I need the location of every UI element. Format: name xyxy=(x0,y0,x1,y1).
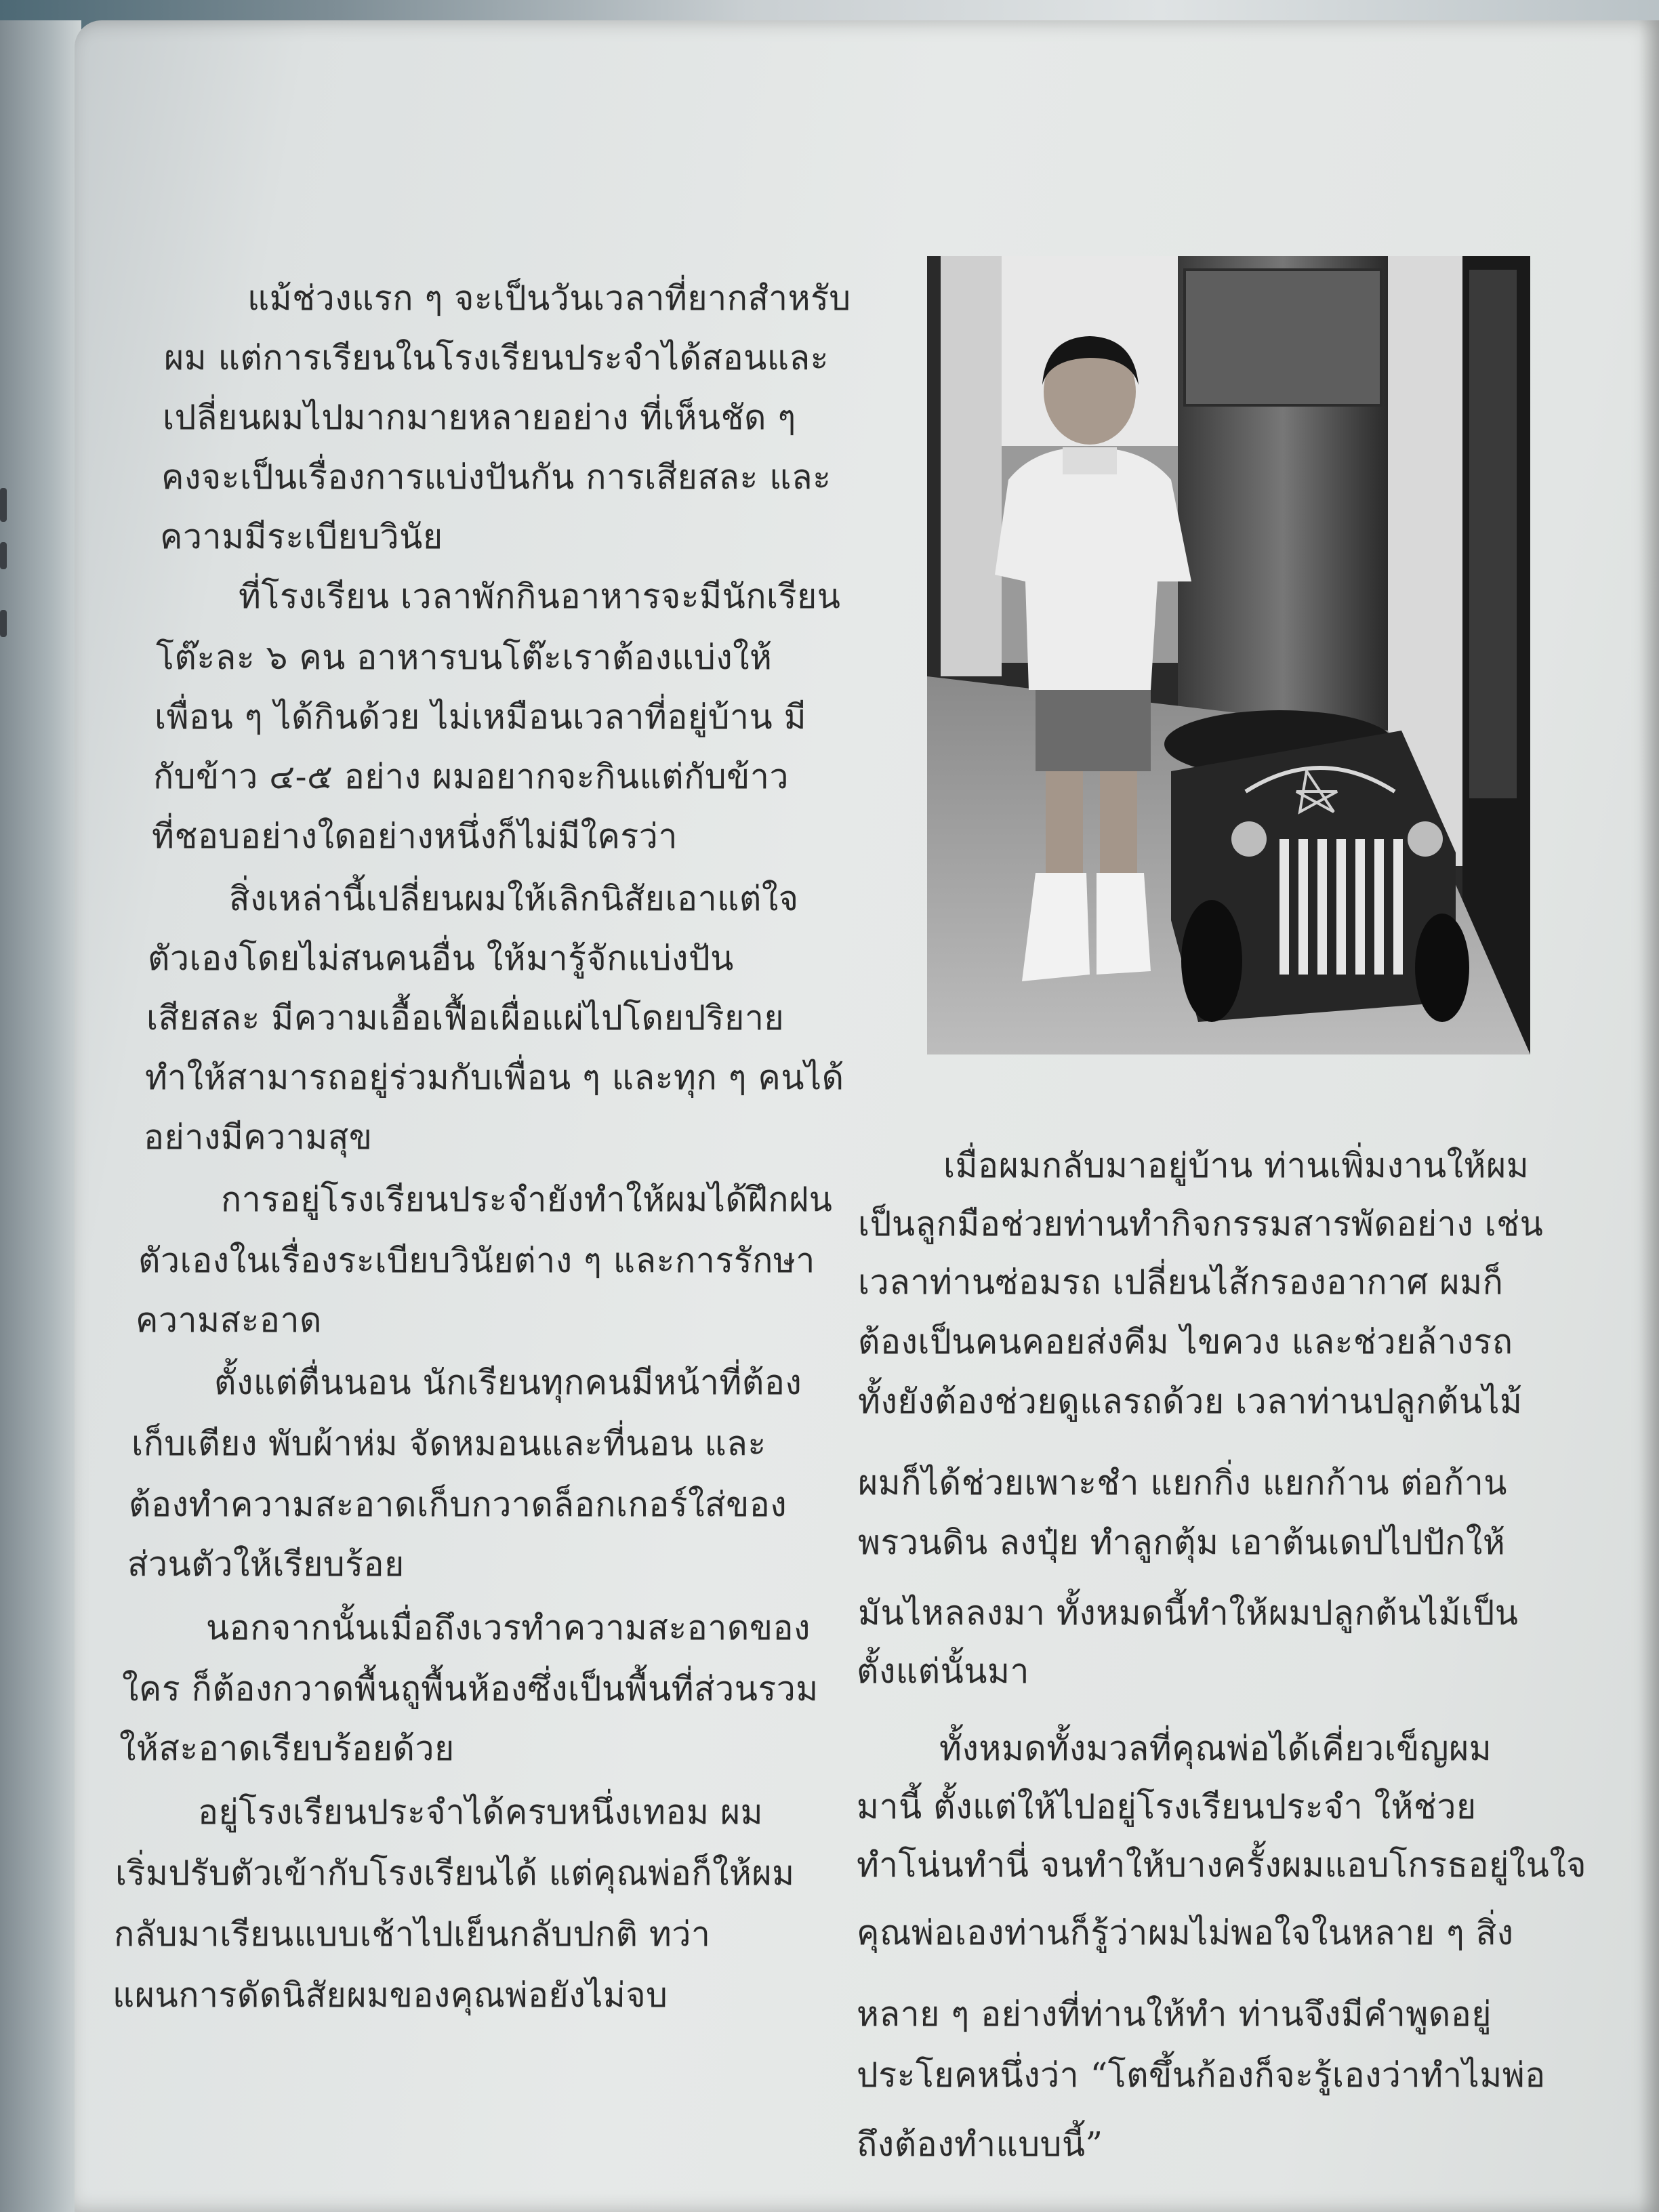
text-line: เป็นลูกมือช่วยท่านทำกิจกรรมสารพัดอย่าง เช่น xyxy=(858,1204,1544,1244)
text-line: ที่โรงเรียน เวลาพักกินอาหารจะมีนักเรียน xyxy=(239,577,841,616)
edge-text-mark xyxy=(0,542,7,569)
text-line: ผม แต่การเรียนในโรงเรียนประจำได้สอนและ xyxy=(164,338,830,377)
text-line: ทำโน่นทำนี่ จนทำให้บางครั้งผมแอบโกรธอยู่ในใจ xyxy=(857,1845,1587,1885)
text-line: ทำให้สามารถอยู่ร่วมกับเพื่อน ๆ และทุก ๆ คนได้ xyxy=(145,1058,844,1097)
text-line: ทั้งยังต้องช่วยดูแลรถด้วย เวลาท่านปลูกต้นไม้ xyxy=(858,1382,1523,1421)
previous-page-edge xyxy=(0,20,81,2212)
text-line: เพื่อน ๆ ได้กินด้วย ไม่เหมือนเวลาที่อยู่บ้าน มี xyxy=(155,697,807,737)
text-line: ที่ชอบอย่างใดอย่างหนึ่งก็ไม่มีใครว่า xyxy=(152,817,678,856)
text-line: มันไหลลงมา ทั้งหมดนี้ทำให้ผมปลูกต้นไม้เป็น xyxy=(858,1593,1519,1633)
text-line: ผมก็ได้ช่วยเพาะชำ แยกกิ่ง แยกก้าน ต่อก้าน xyxy=(858,1463,1507,1502)
text-line: สิ่งเหล่านี้เปลี่ยนผมให้เลิกนิสัยเอาแต่ใจ xyxy=(229,879,799,918)
text-line: ให้สะอาดเรียบร้อยด้วย xyxy=(119,1729,455,1768)
text-line: ใคร ก็ต้องกวาดพื้นถูพื้นห้องซึ่งเป็นพื้นที่ส่วนรวม xyxy=(122,1669,819,1708)
text-line: เมื่อผมกลับมาอยู่บ้าน ท่านเพิ่มงานให้ผม xyxy=(943,1146,1530,1185)
page-shadow xyxy=(1639,20,1659,2212)
text-line: กลับมาเรียนแบบเช้าไปเย็นกลับปกติ ทว่า xyxy=(114,1914,711,1954)
text-line: ส่วนตัวให้เรียบร้อย xyxy=(127,1544,405,1584)
text-line: ตั้งแต่ตื่นนอน นักเรียนทุกคนมีหน้าที่ต้อง xyxy=(214,1363,802,1402)
text-line: ถึงต้องทำแบบนี้” xyxy=(857,2125,1103,2164)
text-line: แม้ช่วงแรก ๆ จะเป็นวันเวลาที่ยากสำหรับ xyxy=(247,279,851,318)
text-line: ตั้งแต่นั้นมา xyxy=(857,1652,1029,1691)
text-line: เสียสละ มีความเอื้อเฟื้อเผื่อแผ่ไปโดยปริยาย xyxy=(146,998,785,1038)
text-line: นอกจากนั้นเมื่อถึงเวรทำความสะอาดของ xyxy=(206,1608,811,1647)
text-line: เวลาท่านซ่อมรถ เปลี่ยนไส้กรองอากาศ ผมก็ xyxy=(858,1263,1504,1302)
text-line: ความสะอาด xyxy=(136,1300,323,1340)
text-line: ความมีระเบียบวินัย xyxy=(160,517,443,556)
text-line: ประโยคหนึ่งว่า “โตขึ้นก้องก็จะรู้เองว่าทำไมพ่อ xyxy=(857,2055,1546,2095)
text-line: เริ่มปรับตัวเข้ากับโรงเรียนได้ แต่คุณพ่อก็ให้ผม xyxy=(115,1853,795,1893)
boy-with-toy-jeep-photo xyxy=(927,256,1530,1054)
text-line: มานี้ ตั้งแต่ให้ไปอยู่โรงเรียนประจำ ให้ช่วย xyxy=(857,1787,1477,1826)
text-line: ตัวเองในเรื่องระเบียบวินัยต่าง ๆ และการรักษา xyxy=(138,1241,815,1280)
text-line: โต๊ะละ ๖ คน อาหารบนโต๊ะเราต้องแบ่งให้ xyxy=(156,638,773,677)
text-line: เปลี่ยนผมไปมากมายหลายอย่าง ที่เห็นชัด ๆ xyxy=(163,398,796,437)
text-line: อยู่โรงเรียนประจำได้ครบหนึ่งเทอม ผม xyxy=(198,1793,764,1832)
text-line: แผนการดัดนิสัยผมของคุณพ่อยังไม่จบ xyxy=(112,1975,668,2015)
text-line: การอยู่โรงเรียนประจำยังทำให้ผมได้ฝึกฝน xyxy=(221,1180,833,1219)
text-line: คุณพ่อเองท่านก็รู้ว่าผมไม่พอใจในหลาย ๆ สิ่ง xyxy=(857,1913,1514,1952)
text-line: ทั้งหมดทั้งมวลที่คุณพ่อได้เคี่ยวเข็ญผม xyxy=(939,1729,1492,1768)
text-line: ตัวเองโดยไม่สนคนอื่น ให้มารู้จักแบ่งปัน xyxy=(148,939,734,978)
text-line: คงจะเป็นเรื่องการแบ่งปันกัน การเสียสละ และ xyxy=(161,457,832,497)
text-line: เก็บเตียง พับผ้าห่ม จัดหมอนและที่นอน และ xyxy=(131,1424,766,1463)
text-line: พรวนดิน ลงปุ๋ย ทำลูกตุ้ม เอาต้นเดปไปปักให้ xyxy=(858,1523,1506,1562)
text-line: ต้องทำความสะอาดเก็บกวาดล็อกเกอร์ใส่ของ xyxy=(129,1485,787,1524)
text-line: กับข้าว ๔-๕ อย่าง ผมอยากจะกินแต่กับข้าว xyxy=(153,757,789,796)
edge-text-mark xyxy=(0,488,7,522)
edge-text-mark xyxy=(0,610,7,637)
text-line: หลาย ๆ อย่างที่ท่านให้ทำ ท่านจึงมีคำพูดอยู่ xyxy=(857,1994,1492,2034)
text-line: ต้องเป็นคนคอยส่งคีม ไขควง และช่วยล้างรถ xyxy=(858,1322,1513,1361)
text-line: อย่างมีความสุข xyxy=(144,1118,373,1157)
